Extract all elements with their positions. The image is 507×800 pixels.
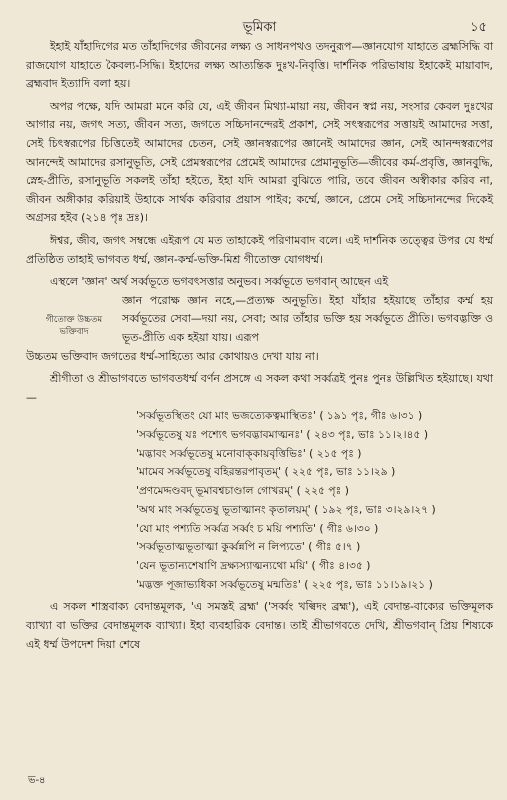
- quote-item: 'প্রণমেদ্দণ্ডবদ্ ভূমাবশ্বচাণ্ডাল গোখরম্' ( ২২৫ পৃঃ ): [136, 484, 349, 498]
- paragraph-4-body: জ্ঞান পরোক্ষ জ্ঞান নহে,—প্রত্যক্ষ অনুভূতি। ইহা যাঁহার হইয়াছে তাঁহার কর্ম্ম হয় সর্ব্বভূতের সেবা—দয়া নয়, সেবা; আর তাঁহার ভক্তি হয় সর্ব্বভূতে প্রীতি। ভগবদ্ভক্তি ও ভূত-প্রীতি এক হইয়া যায়। এরূপ: [122, 293, 493, 344]
- signature-mark: ভ-৪: [28, 775, 46, 786]
- quote-item: 'মামেব সর্ব্বভূতেষু বহিরন্তরপাবৃতম্' ( ২২৫ পৃঃ, ভাঃ ১১।২৯ ): [136, 465, 396, 479]
- side-note-line-1: গীতোক্ত উচ্চতম: [45, 314, 103, 325]
- quote-item: 'সর্ব্বভূতাত্মভূতাত্মা কুর্ব্বন্নপি ন লিপ্যতে' ( গীঃ ৫।৭ ): [136, 540, 361, 554]
- paragraph-5: শ্রীগীতা ও শ্রীভাগবতে ভাগবতধর্ম্ম বর্ণন প্রসঙ্গে এ সকল কথা সর্ব্বত্রই পুনঃ পুনঃ উল্লিখিত হইয়াছে। যথা—: [26, 372, 493, 404]
- quote-item: 'যেন ভূতান্যশেষাণি দ্রক্ষ্যস্যাত্মন্যথো ময়ি' ( গীঃ ৪।৩৫ ): [136, 558, 371, 572]
- paragraph-4-lead: এস্থলে 'জ্ঞান' অর্থ সর্ব্বভূতে ভগবৎসত্তার অনুভব। সর্ব্বভূতে ভগবান্ আছেন এই: [50, 275, 389, 289]
- paragraph-1: ইহাই যাঁহাদিগের মত তাঁহাদিগের জীবনের লক্ষ্য ও সাধনপথও তদনুরূপ—জ্ঞানযোগ যাহাতে ব্রহ্মসিদ্ধি বা রাজযোগ যাহাতে কৈবল্য-সিদ্ধি। ইহাদের লক্ষ্য আত্যন্তিক দুঃখ-নিবৃত্তি। দার্শনিক পরিভাষায় ইহাকেই মায়াবাদ, ব্রহ্মবাদ ইত্যাদি বলা হয়।: [26, 40, 493, 91]
- quote-item: 'মদ্ভাবং সর্ব্বভূতেষু মনোবাক্‌কায়বৃত্তিভিঃ' ( ২১৫ পৃঃ ): [136, 446, 362, 460]
- quote-item: 'মদ্ভক্ত পূজাভ্যধিকা সর্ব্বভূতেষু মন্মতিঃ' ( ২২৫ পৃঃ, ভাঃ ১১।১৯।২১ ): [136, 577, 433, 591]
- quote-item: 'সর্ব্বভূতস্থিতং যো মাং ভজত্যেকত্বমাস্থিতঃ' ( ১৯১ পৃঃ, গীঃ ৬।৩১ ): [136, 409, 423, 423]
- quote-item: 'সর্ব্বভূতেষু যঃ পশ্যেৎ ভগবদ্ভাবমাত্মনঃ' ( ২৪৩ পৃঃ, ভাঃ ১১।২।৪৫ ): [136, 427, 429, 441]
- page-header: [26, 12, 493, 38]
- side-note-line-2: ভক্তিবাদ: [59, 326, 89, 337]
- body-text: [26, 38, 493, 654]
- side-note: [26, 292, 122, 348]
- quote-item: 'যো মাং পশ্যতি সর্ব্বত্র সর্ব্বং চ ময়ি পশ্যতি' ( গীঃ ৬।৩০ ): [136, 521, 379, 535]
- paragraph-2: অপর পক্ষে, যদি আমরা মনে করি যে, এই জীবন মিথ্যা-মায়া নয়, জীবন স্বপ্ন নয়, সংসার কেবল দুঃখের আগার নয়, জগৎ সত্য, জীবন সত্য, জগতে সচ্চিদানন্দেরই প্রকাশ, সেই সৎস্বরূপের সত্তায়ই আমাদের সত্তা, সেই চিৎস্বরূপের চিত্তিতেই আমাদের চেতন, সেই জ্ঞানস্বরূপের জ্ঞানেই আমাদের জ্ঞান, সেই আনন্দস্বরূপের আনন্দেই আমাদের রসানুভূতি, সেই প্রেমস্বরূপের প্রেমেই আমাদের প্রেমানুভূতি—জীবের কর্ম-প্রবৃত্তি, জ্ঞানবুদ্ধি, স্নেহ-প্রীতি, রসানুভূতি সকলই তাঁহা হইতে, ইহা যদি আমরা বুঝিতে পারি, তবে জীবন অস্বীকার করিব না, জীবন অঙ্গীকার করিয়াই উহাকে সার্থক করিবার প্রয়াস পাইব; কর্ম্মে, জ্ঞানে, প্রেমে সেই সচ্চিদানন্দের দিকেই অগ্রসর হইব (২১৪ পৃঃ দ্রঃ)।: [26, 99, 493, 225]
- scripture-quotes: [26, 407, 493, 594]
- margin-note-block: [26, 292, 493, 348]
- paragraph-3: ঈশ্বর, জীব, জগৎ সম্বন্ধে এইরূপ যে মত তাহাকেই পরিণামবাদ বলে। এই দার্শনিক তত্ত্বের উপর যে ধর্ম্ম প্রতিষ্ঠিত তাহাই ভাগবত ধর্ম্ম, জ্ঞান-কর্ম্ম-ভক্তি-মিশ্র গীতোক্ত যোগধর্ম্ম।: [26, 233, 493, 266]
- paragraph-4-tail: উচ্চতম ভক্তিবাদ জগতের ধর্ম্ম-সাহিত্যে আর কোথায়ও দেখা যায় না।: [26, 349, 319, 363]
- page-number: ১৫: [470, 20, 487, 35]
- paragraph-4-body-container: [122, 292, 493, 348]
- paragraph-6: এ সকল শাস্ত্রবাক্য বেদান্তমূলক, 'এ সমস্তই ব্রহ্ম' ('সর্ব্বং খল্বিদং ব্রহ্ম'), এই বেদান্ত-বাক্যের ভক্তিমূলক ব্যাখ্যা বা ভক্তির বেদান্তমূলক ব্যাখ্যা। ইহা ব্যবহারিক বেদান্ত। তাই শ্রীভাগবতে দেখি, শ্রীভগবান্ প্রিয় শিষ্যকে এই ধর্ম্ম উপদেশ দিয়া শেষে: [26, 600, 493, 651]
- quote-item: 'অথ মাং সর্ব্বভূতেষু ভূতাত্মানং কৃতালয়ম্' ( ১৯২ পৃঃ, ভাঃ ৩।২৯।২৭ ): [136, 502, 436, 516]
- running-title: ভূমিকা: [242, 20, 277, 35]
